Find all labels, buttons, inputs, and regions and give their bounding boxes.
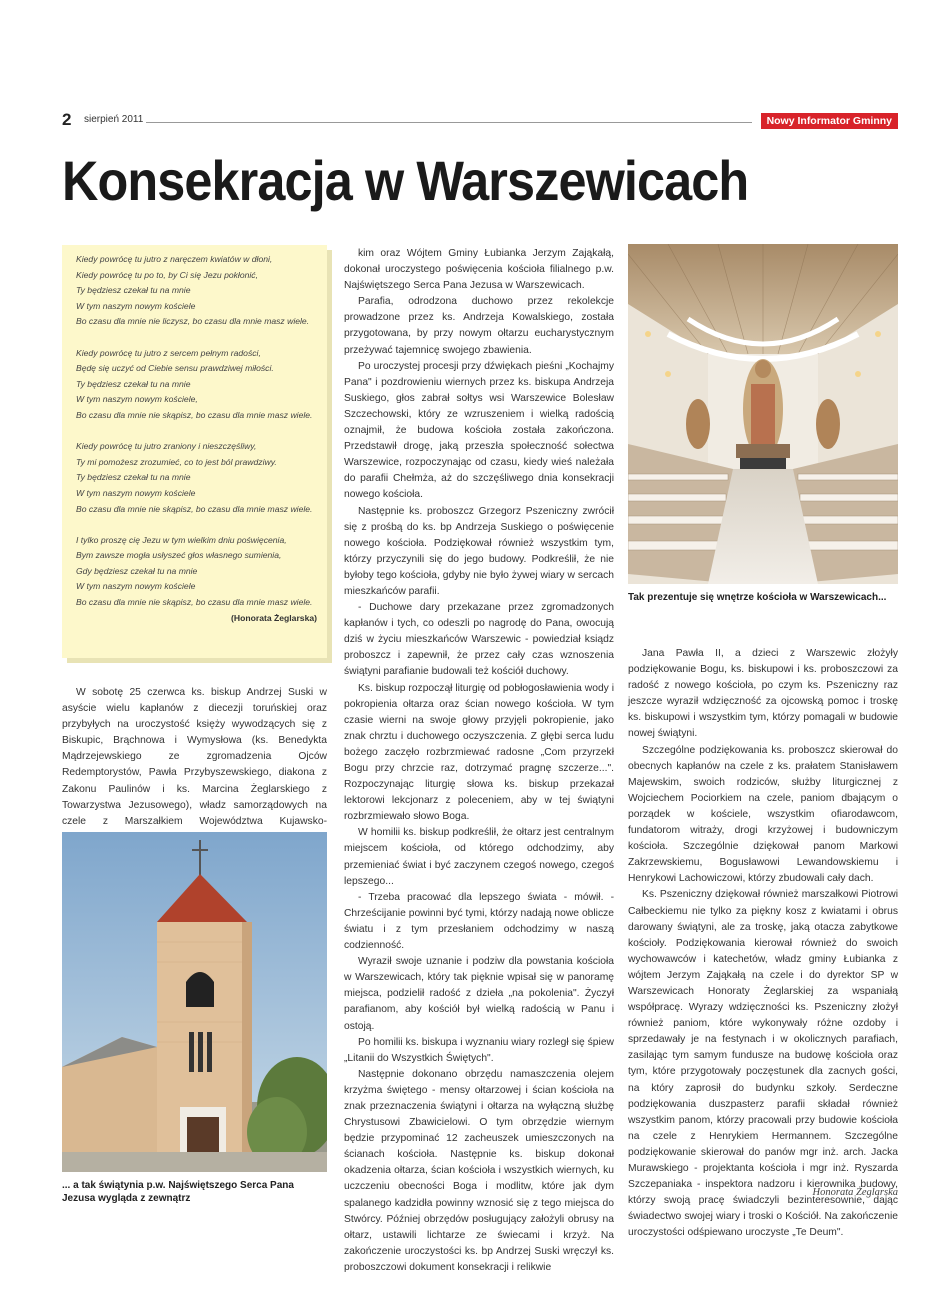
- poem-line: Ty mi pomożesz zrozumieć, co to jest ból prawdziwy.: [76, 456, 277, 467]
- poem-stanzas: [76, 252, 317, 611]
- poem-line: Będę się uczyć od Ciebie sensu prawdziwej miłości.: [76, 363, 274, 374]
- poem-author: (Honorata Żeglarska): [231, 612, 317, 623]
- poem-line: Ty będziesz czekał tu na mnie: [76, 285, 191, 296]
- poem-stanza: [76, 533, 317, 611]
- article-column-1: [62, 685, 327, 846]
- article-paragraph: Po uroczystej procesji przy dźwiękach pieśni „Kochajmy Pana" i pozdrowieniu wiernych przez ks. biskupa Andrzeja Suskiego, głos zabrał sołtys wsi Warszewice Bolesław Szczechowski, który ze wzruszeniem i wielką radością oznajmił, że budowa kościoła została zakończona. Przedstawił drogę, jaką przeszła społeczność sołectwa Warszewice, rozpoczynając od czasu, kiedy wieś należała do parafii Chełmża, aż do szczęśliwego dnia konsekracji nowego kościoła.: [344, 360, 614, 501]
- poem-line: Bo czasu dla mnie nie skąpisz, bo czasu dla mnie masz wiele.: [76, 597, 313, 608]
- article-paragraph: Następnie dokonano obrzędu namaszczenia olejem krzyżma świętego - mensy ołtarzowej i ścian kościoła na znak przeznaczenia świątyni i ołtarza na wyłączną służbę Chrystusowi Zbawicielowi. O tym obrzędzie wiernym będzie przypominać 12 zacheuszek umieszczonych na ścianach kościoła. Następnie ks. biskup dokonał okadzenia ołtarza, ścian kościoła i wszystkich wiernych, ku uczczeniu obecności Boga i modlitw, które jak dym spalanego kadzidła powinny wznosić się z tego miejsca do Stwórcy. Później obrzędów posługujący założyli obrusy na ołtarz, ustawili lichtarze ze świecami i krzyż. Na zakończenie uroczystości ks. bp Andrzej Suski wręczył ks. proboszczowi dokument konsekracji i relikwie: [344, 1068, 614, 1273]
- poem-line: Ty będziesz czekał tu na mnie: [76, 378, 191, 389]
- article-paragraph: W homilii ks. biskup podkreślił, że ołtarz jest centralnym miejscem kościoła, od którego odchodzimy, aby przemieniać świat i być zaczynem czegoś nowego, czegoś lepszego...: [344, 827, 614, 887]
- poem-line: Ty będziesz czekał tu na mnie: [76, 472, 191, 483]
- poem-line: Kiedy powrócę tu jutro z sercem pełnym radości,: [76, 347, 261, 358]
- exterior-caption: ... a tak świątynia p.w. Najświętszego Serca Pana Jezusa wygląda z zewnątrz: [62, 1180, 294, 1204]
- poem-line: W tym naszym nowym kościele: [76, 300, 196, 311]
- poem-line: Kiedy powrócę tu jutro z naręczem kwiatów w dłoni,: [76, 254, 273, 264]
- article-signature: Honorata Żeglarska: [812, 1187, 898, 1198]
- poem-line: Bym zawsze mogła usłyszeć głos własnego sumienia,: [76, 550, 282, 561]
- article-column-3: [628, 646, 898, 1241]
- article-paragraph: - Duchowe dary przekazane przez zgromadzonych kapłanów i tych, co odeszli po nagrodę do Pana, owocują dziś w życiu mieszkańców Warszewic - powiedział ksiądz proboszcz i zapewnił, że przez cały czas wznoszenia świątyni parafianie budowali też kościół duchowy.: [344, 602, 614, 678]
- poem-box: [62, 245, 327, 658]
- article-paragraph: - Trzeba pracować dla lepszego świata - mówił. - Chrześcijanie powinni być tymi, którzy nadają nowe oblicze światu i z tym przesłaniem odchodzimy w naszą codzienność.: [344, 891, 614, 952]
- poem-line: W tym naszym nowym kościele,: [76, 394, 198, 405]
- poem-line: Bo czasu dla mnie nie liczysz, bo czasu dla mnie masz wiele.: [76, 316, 310, 327]
- issue-date: sierpień 2011: [84, 114, 144, 125]
- poem-line: W tym naszym nowym kościele: [76, 487, 196, 498]
- poem-line: Kiedy powrócę tu jutro zraniony i nieszczęśliwy,: [76, 441, 257, 452]
- poem-stanza: [76, 439, 317, 517]
- article-paragraph: Szczególne podziękowania ks. proboszcz skierował do obecnych kapłanów na czele z ks. prałatem Stanisławem Majewskim, swoich rodziców, służby liturgicznej z Wojciechem Pociorkiem na czele, paniom dbającym o porządek w kościele, wszystkim ofiarodawcom, fundatorom witraży, drogi krzyżowej i budowniczym kościoła. Szczególnie dziękował panom Markowi Zakrzewskiemu, Bogusławowi Lewandowskiemu i Henrykowi Lachowiczowi, którzy zbudowali cały dach.: [628, 744, 898, 885]
- article-paragraph: Parafia, odrodzona duchowo przez rekolekcje prowadzone przez ks. Andrzeja Kowalskiego, została przygotowana, by przy nowym ołtarzu eucharystycznym przeżywać tajemnicę swojego zbawienia.: [344, 296, 614, 356]
- header-rule: [146, 122, 752, 123]
- article-paragraph: kim oraz Wójtem Gminy Łubianka Jerzym Zająkałą, dokonał uroczystego poświęcenia kościoła filialnego p.w. Najświętszego Serca Pana Jezusa w Warszewicach.: [344, 248, 614, 292]
- article-paragraph: Jana Pawła II, a dzieci z Warszewic złożyły podziękowanie Bogu, ks. biskupowi i ks. proboszczowi za radość z nowego kościoła, po czym ks. Pszeniczny raz jeszcze wyraził wdzięczność za ojcowską pomoc i troskę ks. biskupowi i wszystkim tym, którzy pomagali w budowie nowej świątyni.: [628, 648, 898, 740]
- article-paragraph: Ks. biskup rozpoczął liturgię od pobłogosławienia wody i pokropienia ołtarza oraz ścian nowego kościoła. W tym czasie wierni na swoje głowy przyjęli pokropienie, jako znak chrztu i duchowego oczyszczenia. Z głębi serca ludu bożego zaczęło rozbrzmiewać radosne „Com przyrzekł Bogu przy chrzcie raz, dotrzymać pragnę szczerze...". Rozpoczynając liturgię słowa ks. biskup przekazał lektorowi lekcjonarz z poleceniem, aby w tej świątyni rozbrzmiewało słowo Boga.: [344, 682, 614, 823]
- article-paragraph: Następnie ks. proboszcz Grzegorz Pszeniczny zwrócił się z prośbą do ks. bp Andrzeja Suskiego o poświęcenie nowego kościoła. Podziękował również wszystkim tym, którzy przyczynili się do jego budowy. Podkreślił, że nie byłoby tego kościoła, gdyby nie było żywej wiary w sercach mieszkańców parafii.: [344, 505, 614, 597]
- poem-line: Kiedy powrócę tu po to, by Ci się Jezu pokłonić,: [76, 269, 258, 280]
- church-interior-photo: [628, 244, 898, 584]
- interior-caption: Tak prezentuje się wnętrze kościoła w Warszewicach...: [628, 592, 887, 603]
- poem-line: Gdy będziesz czekał tu na mnie: [76, 565, 198, 576]
- article-paragraph: Po homilii ks. biskupa i wyznaniu wiary rozległ się śpiew „Litanii do Wszystkich Świętych".: [344, 1036, 614, 1064]
- poem-line: Bo czasu dla mnie nie skąpisz, bo czasu dla mnie masz wiele.: [76, 503, 313, 514]
- publication-badge: Nowy Informator Gminny: [761, 113, 898, 129]
- article-paragraph: Ks. Pszeniczny dziękował również marszałkowi Piotrowi Całbeckiemu nie tylko za piękny kosz z kwiatami i obrus darowany świątyni, ale za troskę, jaką otacza zabytkowe kościoły. Podziękowania kierował również do swoich wychowawców i katechetów, władz gminy Łubianka z wójtem Jerzym Zająkałą na czele i do dyrektor SP w Warszewicach Honoraty Żeglarskiej za wspaniałą współpracę. Wyrazy wdzięczności ks. Pszeniczny złożył również paniom, które wykonywały różne ozdoby i sprzedawały je na festynach i w okolicznych parafiach, zasilając tym samym fundusze na budowę kościoła oraz tym, które przygotowały poczęstunek dla zacnych gości, na który zaprosił do budynku szkoły. Serdeczne podziękowania duszpasterz parafii składał również wszystkim panom, którzy pracowali przy budowie kościoła na czele z Henrykiem Hermannem. Szczególne podziękowanie skierował do panów mgr inż. arch. Jacka Murawskiego - projektanta kościoła i mgr inż. Ryszarda Szczepaniaka - inspektora nadzoru i kierownika budowy, którzy swoją pracę świadczyli bezinteresownie, dając świadectwo swojej wiary i troski o Kościół. Na zakończenie uroczystości odśpiewano uroczyste „Te Deum".: [628, 889, 898, 1239]
- poem-line: I tylko proszę cię Jezu w tym wielkim dniu poświęcenia,: [76, 534, 287, 545]
- article-paragraph: Wyraził swoje uznanie i podziw dla powstania kościoła w Warszewicach, który tak pięknie wpisał się w panoramę miejsca, podzielił radość z dzieła „na pokolenia". Życzył parafianom, aby kościół był wielką radością w Panu i ostoją.: [344, 956, 614, 1032]
- poem-line: Bo czasu dla mnie nie skąpisz, bo czasu dla mnie masz wiele.: [76, 409, 313, 420]
- article-title: Konsekracja w Warszewicach: [62, 149, 749, 212]
- page-number: 2: [62, 110, 72, 129]
- article-paragraph: W sobotę 25 czerwca ks. biskup Andrzej Suski w asyście wielu kapłanów z diecezji toruńskiej oraz przybyłych na uroczystość księży wywodzących się z Biskupic, Brąchnowa i Wymysłowa (ks. Benedykta Mądrzejewskiego ze zgromadzenia Ojców Redemptorystów, Pawła Przybyszewskiego, diakona z Zakonu Paulinów i ks. Marcina Żeglarskiego z Towarzystwa Jezusowego), władz samorządowych na czele z Marszałkiem Województwa Kujawsko-: [62, 687, 327, 827]
- page-header: [62, 110, 898, 132]
- poem-line: W tym naszym nowym kościele: [76, 581, 196, 592]
- article-column-2: [344, 246, 614, 1276]
- church-exterior-photo: [62, 832, 327, 1172]
- poem-stanza: [76, 346, 317, 424]
- poem-stanza: [76, 252, 317, 330]
